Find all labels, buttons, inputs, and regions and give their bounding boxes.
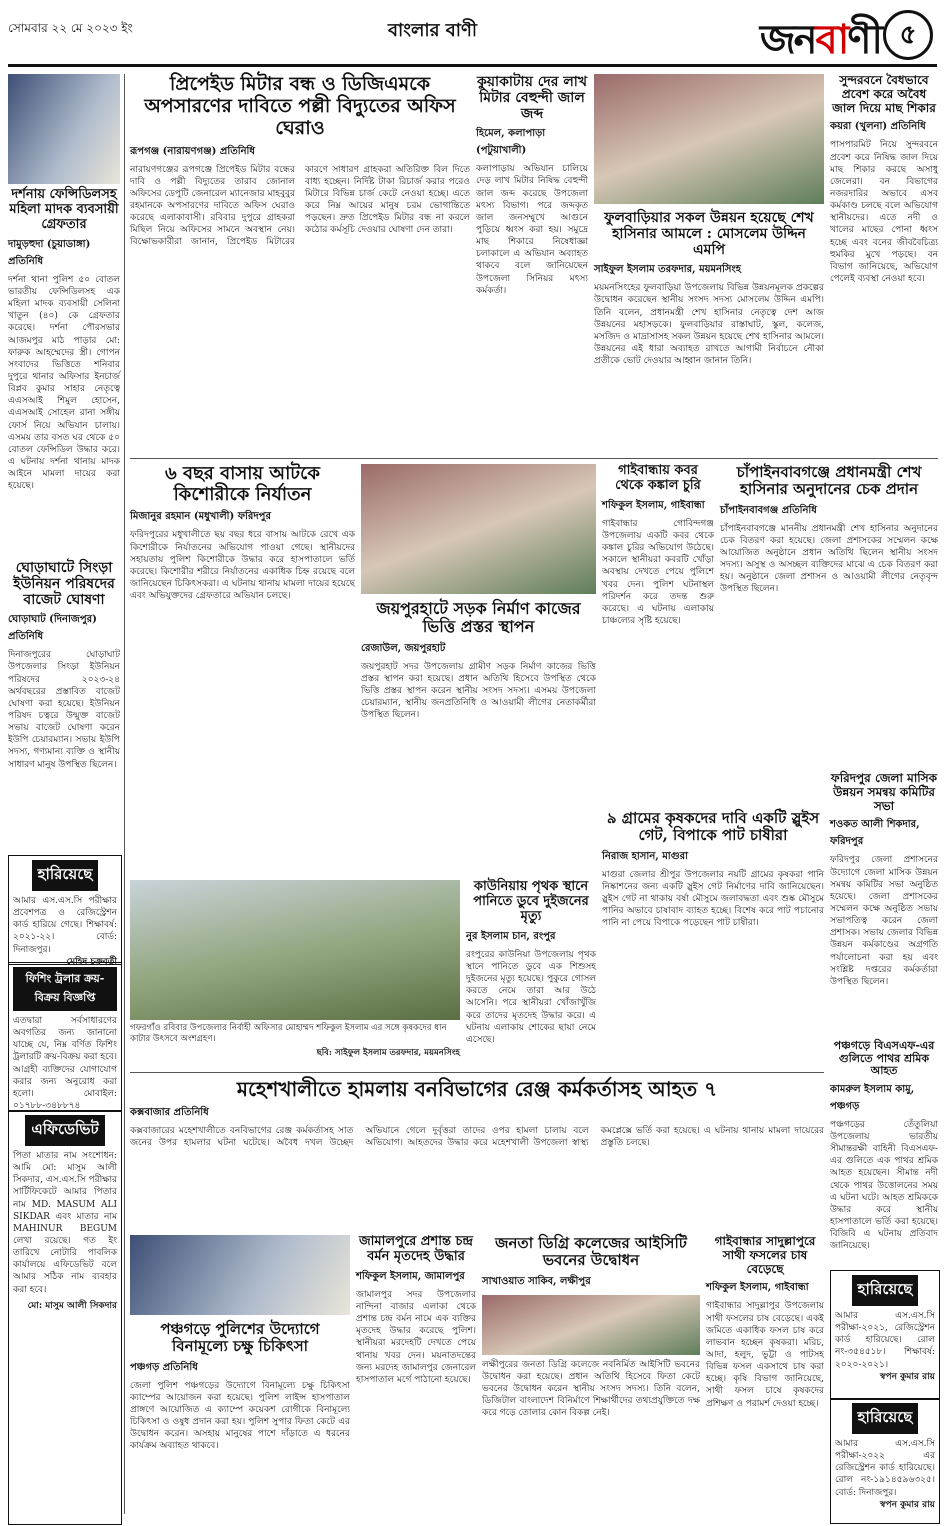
- photo-caption: গফরগাঁও রবিবার উপজেলার নির্বাহী অফিসার মোহাম্মদ শফিকুল ইসলাম এর সঙ্গে কৃষকদের ধান কাটার উৎসবে অংশগ্রহণ।: [130, 1023, 447, 1045]
- article-body: জামালপুর সদর উপজেলার নান্দিনা বাজার এলাকা থেকে প্রশান্ত চন্দ্র বর্মন নামে এক ব্যক্তির মৃতদেহ উদ্ধার করেছে পুলিশ। স্থানীয়রা মরদেহটি দেখতে পেয়ে থানায় খবর দেন। ময়নাতদন্তের জন্য মরদেহ জামালপুর জেনারেল হাসপাতাল মর্গে পাঠানো হয়েছে।: [356, 1289, 476, 1385]
- headline: জয়পুরহাটে সড়ক নির্মাণ কাজের ভিত্তি প্রস্তর স্থাপন: [376, 599, 581, 637]
- story-maheshkhali: [130, 1078, 824, 1228]
- photo-paddy-field: [130, 880, 460, 1065]
- story-college-ict: [482, 1235, 700, 1515]
- byline: ঘোড়াঘাট (দিনাজপুর) প্রতিনিধি: [8, 614, 97, 643]
- row-rule: [130, 458, 938, 459]
- byline: শফিকুল ইসলাম, জামালপুর: [356, 1270, 465, 1282]
- classified-body: এতদ্বারা সর্বসাধারণের অবগতির জন্য জানানো যাচ্ছে যে, নিম্ন বর্ণিত ফিশিং ট্রলারটি ক্রয়-বিক্রয় করা হবে। আগ্রহী ব্যক্তিদের যোগাযোগ করার জন্য অনুরোধ করা হলো। মোবাইল: ০১৭৮৮-৩৪৮৮৭৪: [13, 1016, 117, 1111]
- classified-label: হারিয়েছে: [32, 860, 99, 891]
- article-body: জেলা পুলিশ পঞ্চগড়ের উদ্যোগে বিনামূল্যে চক্ষু চিকিৎসা ক্যাম্পের আয়োজন করা হয়েছে। পুলিশ লাইন্স হাসপাতাল প্রাঙ্গণে আয়োজিত এ ক্যাম্পে কয়েকশ রোগীকে বিনামূল্যে চিকিৎসা ও ওষুধ প্রদান করা হয়। পুলিশ সুপার ফিতা কেটে এর উদ্বোধন করেন। অসহায় মানুষের পাশে দাঁড়াতে এ ধরনের কার্যক্রম অব্যাহত থাকবে।: [130, 1380, 350, 1452]
- byline: রূপগঞ্জ (নারায়ণগঞ্জ) প্রতিনিধি: [130, 145, 256, 157]
- classified-body: আমার এস.এস.সি পরীক্ষার প্রবেশপত্র ও রেজিস্ট্রেশন কার্ড হারিয়ে গেছে। শিক্ষাবর্ষ: ২০২১-২২। বোর্ড: দিনাজপুর।: [13, 896, 117, 955]
- byline: নিরাজ হাসান, মাগুরা: [602, 850, 688, 862]
- classified-fishing: [8, 962, 122, 1112]
- byline: রেজাউল, জয়পুরহাট: [361, 642, 446, 654]
- headline: প্রিপেইড মিটার বন্ধ ও ডিজিএমকে অপসারণের দাবিতে পল্লী বিদ্যুতের অফিস ঘেরাও: [144, 73, 456, 139]
- byline: শফিকুল ইসলাম, গাইবান্ধা: [706, 1282, 809, 1294]
- article-body: গাইবান্ধার গোবিন্দগঞ্জ উপজেলায় একটি কবর থেকে কঙ্কাল চুরির অভিযোগ উঠেছে। সকালে স্থানীয়রা কবরটি খোঁড়া অবস্থায় দেখতে পেয়ে পুলিশে খবর দেন। পুলিশ ঘটনাস্থল পরিদর্শন করে তদন্ত শুরু করেছে। এ ঘটনায় এলাকায় চাঞ্চল্যের সৃষ্টি হয়েছে।: [602, 518, 714, 626]
- issue-date: সোমবার ২২ মে ২০২৩ ইং: [8, 21, 133, 35]
- story-photo: [482, 1295, 700, 1355]
- byline: সাখাওয়াত সাকিব, লক্ষীপুর: [482, 1275, 591, 1287]
- article-body: গাইবান্ধার সাদুল্লাপুর উপজেলায় সাথী ফসলের চাষ বেড়েছে। একই জমিতে একাধিক ফসল চাষ করে লাভবান হচ্ছেন কৃষকরা। মরিচ, আদা, হলুদ, ভুট্টা ও পাটসহ বিভিন্ন ফসল একসাথে চাষ করা হচ্ছে। কৃষি বিভাগ জানিয়েছে, সাথী ফসল চাষে কৃষকদের প্রশিক্ষণ ও পরামর্শ দেওয়া হচ্ছে।: [706, 1301, 824, 1409]
- classified-lost-2: [830, 1270, 940, 1400]
- story-drowning: [466, 880, 596, 1070]
- article-body: রংপুরের কাউনিয়া উপজেলায় পৃথক স্থানে পানিতে ডুবে এক শিশুসহ দুইজনের মৃত্যু হয়েছে। পুকুরে গোসল করতে নেমে তারা আর উঠে আসেনি। পরে স্থানীয়রা খোঁজাখুঁজি করে তাদের মৃতদেহ উদ্ধার করে। এ ঘটনায় এলাকায় শোকের ছায়া নেমে এসেছে।: [466, 949, 596, 1045]
- photo-credit: ছবি: সাইফুল ইসলাম তরফদার, ময়মনসিংহ: [316, 1048, 460, 1059]
- classified-affidavit: [8, 1110, 122, 1525]
- byline: শফিকুল ইসলাম, গাইবান্ধা: [602, 499, 705, 511]
- classified-body: আমার এস.এস.সি পরীক্ষা-২০২১, রেজিস্ট্রেশন কার্ড হারিয়েছে। রোল নং-৩৫৪৫১৮। শিক্ষাবর্ষ: ২০২০-২০২১।: [835, 1311, 935, 1370]
- story-photo: [594, 74, 824, 204]
- story-fulbaria-mp: [594, 74, 824, 454]
- masthead-logo: জনবাণী: [759, 17, 881, 63]
- byline: চাঁপাইনবাবগঞ্জ প্রতিনিধি: [720, 504, 817, 516]
- classified-body: পিতা মাতার নাম সংশোধন: আমি মো: মাসুম আলী সিকদার, এস.এস.সি পরীক্ষার সার্টিফিকেটে আমার পিতার নাম MD. MASUM ALI SIKDAR এবং মাতার নাম MAHINUR BEGUM লেখা রয়েছে। গত ইং তারিখে নোটারি পাবলিক কার্যালয়ে এফিডেভিট বলে আমার সঠিক নাম ব্যবহার করা হবে।: [13, 1151, 117, 1295]
- byline: হিমেল, কলাপাড়া (পটুয়াখালী): [476, 128, 546, 157]
- article-body: জয়পুরহাট সদর উপজেলায় গ্রামীণ সড়ক নির্মাণ কাজের ভিত্তি প্রস্তর স্থাপন করা হয়েছে। প্রধান অতিথি হিসেবে উপস্থিত থেকে ভিত্তি প্রস্তর স্থাপন করেন স্থানীয় সংসদ সদস্য। এসময় উপজেলা চেয়ারম্যান, স্থানীয় জনপ্রতিনিধি ও আওয়ামী লীগের নেতাকর্মীরা উপস্থিত ছিলেন।: [361, 661, 596, 721]
- headline: জামালপুরে প্রশান্ত চন্দ্র বর্মন মৃতদেহ উদ্ধার: [359, 1234, 473, 1264]
- story-faridpur-meeting: [830, 772, 938, 1032]
- headline: ফুলবাড়িয়ার সকল উন্নয়ন হয়েছে শেখ হাসিনার আমলে : মোসলেম উদ্দিন এমপি: [604, 210, 814, 259]
- article-body: লক্ষীপুরের জনতা ডিগ্রি কলেজে নবনির্মিত আইসিটি ভবনের উদ্বোধন করা হয়েছে। প্রধান অতিথি হিসেবে ফিতা কেটে ভবনের উদ্বোধন করেন স্থানীয় সংসদ সদস্য। তিনি বলেন, ডিজিটাল বাংলাদেশ বিনির্মাণে শিক্ষার্থীদের তথ্যপ্রযুক্তিতে দক্ষ করে গড়ে তোলার কোন বিকল্প নেই।: [482, 1359, 700, 1419]
- classified-name: মো: মাসুম আলী সিকদার: [27, 1300, 117, 1311]
- headline: সুন্দরবনে বৈধভাবে প্রবেশ করে অবৈধ জাল দিয়ে মাছ শিকার: [832, 73, 936, 115]
- header-rule: [8, 64, 937, 67]
- page-header: [8, 8, 937, 68]
- story-skeleton-theft: [602, 464, 714, 804]
- story-kuakata-net: [476, 74, 588, 454]
- byline: কয়রা (খুলনা) প্রতিনিধি: [830, 121, 926, 133]
- headline: চাঁপাইনবাবগঞ্জে প্রধানমন্ত্রী শেখ হাসিনার অনুদানের চেক প্রদান: [736, 463, 922, 499]
- story-joypurhat-road: [361, 464, 596, 874]
- byline: নুর ইসলাম চান, রংপুর: [466, 930, 556, 942]
- byline: শওকত আলী শিকদার, ফরিদপুর: [830, 819, 920, 848]
- headline: ৬ বছর বাসায় আটকে কিশোরীকে নির্যাতন: [165, 463, 320, 505]
- classified-label: ফিশিং ট্রলার ক্রয়-বিক্রয় বিজ্ঞপ্তি: [13, 967, 117, 1011]
- byline: সাইফুল ইসলাম তরফদার, ময়মনসিংহ: [594, 264, 742, 276]
- headline: কুয়াকাটায় দের লাখ মিটার বেহুন্দী জাল জব্দ: [476, 74, 588, 123]
- headline: গাইবান্ধায় কবর থেকে কঙ্কাল চুরি: [615, 463, 701, 493]
- headline: দর্শনায় ফেন্সিডিলসহ মহিলা মাদক ব্যবসায়ী গ্রেফতার: [9, 187, 119, 232]
- article-body: মাগুরা জেলার শ্রীপুর উপজেলার নয়টি গ্রামের কৃষকরা পানি নিষ্কাশনের জন্য একটি স্লুইস গেট নির্মাণের দাবি জানিয়েছেন। স্লুইস গেট না থাকায় বর্ষা মৌসুমে জলাবদ্ধতা এবং শুষ্ক মৌসুমে পানির অভাবে চাষাবাদ ব্যাহত হচ্ছে। বিশেষ করে পাট পচানোর পানি না পেয়ে বিপাকে পড়েছেন পাট চাষীরা।: [602, 869, 824, 929]
- story-photo: [130, 1235, 350, 1315]
- classified-lost-1: [8, 855, 122, 965]
- article-body: পঞ্চগড়ের তেঁতুলিয়া উপজেলায় ভারতীয় সীমান্তরক্ষী বাহিনী বিএসএফ-এর গুলিতে এক পাথর শ্রমিক আহত হয়েছেন। সীমান্ত নদী থেকে পাথর উত্তোলনের সময় এ ঘটনা ঘটে। আহত শ্রমিককে উদ্ধার করে স্থানীয় হাসপাতালে ভর্তি করা হয়েছে। বিজিবি এ ঘটনায় প্রতিবাদ জানিয়েছে।: [830, 1119, 938, 1252]
- story-photo: [361, 464, 596, 594]
- story-prepaid-meter: [130, 74, 470, 452]
- story-photo: [130, 880, 460, 1020]
- story-bsf-shooting: [830, 1040, 938, 1260]
- story-companion-crops: [706, 1235, 824, 1515]
- classified-label: হারিয়েছে: [852, 1403, 919, 1434]
- article-body: ফরিদপুরের মধুখালীতে ছয় বছর ধরে বাসায় আটকে রেখে এক কিশোরীকে নির্যাতনের অভিযোগ পাওয়া গেছে। স্থানীয়দের সহায়তায় পুলিশ কিশোরীকে উদ্ধার করে হাসপাতালে ভর্তি করেছে। কিশোরীর শরীরে নির্যাতনের একাধিক চিহ্ন রয়েছে বলে জানিয়েছেন চিকিৎসকরা। এ ঘটনায় থানায় মামলা দায়ের হয়েছে এবং অভিযুক্তদের গ্রেফতারে অভিযান চলছে।: [130, 530, 355, 602]
- row-rule: [130, 1072, 824, 1073]
- classified-name: মেহিদ চক্রবর্তী: [66, 956, 117, 967]
- byline: কক্সবাজার প্রতিনিধি: [130, 1107, 209, 1118]
- article-body: নারায়ণগঞ্জের রূপগঞ্জে প্রিপেইড মিটার বন্ধের দাবি ও পল্লী বিদ্যুতের তারাব জোনাল অফিসের ডেপুটি জেনারেল ম্যানেজার মাহবুবুর রহমানকে অপসারণের দাবিতে অফিস ঘেরাও করেছে এলাকাবাসী। রবিবার দুপুরে গ্রাহকরা মিছিল নিয়ে অফিসের সামনে অবস্থান নেয়। বিক্ষোভকারীরা জানান, প্রিপেইড মিটারের কারণে সাধারণ গ্রাহকরা অতিরিক্ত বিল দিতে বাধ্য হচ্ছেন। নির্দিষ্ট টাকা রিচার্জ করার পরেও মিটারে বিভিন্ন চার্জ কেটে নেওয়া হচ্ছে। এতে করে নিম্ন আয়ের মানুষ চরম ভোগান্তিতে পড়ছেন। দ্রুত প্রিপেইড মিটার বন্ধ না করলে কঠোর কর্মসূচি দেওয়ার ঘোষণা দেন তারা।: [130, 164, 470, 248]
- classified-lost-3: [830, 1398, 940, 1524]
- headline: পঞ্চগড়ে পুলিশের উদ্যোগে বিনামূল্যে চক্ষু চিকিৎসা: [160, 1320, 320, 1356]
- story-sundarban: [830, 74, 938, 454]
- byline: দামুড়হুদা (চুয়াডাঙ্গা) প্রতিনিধি: [8, 238, 91, 267]
- column-rule: [124, 74, 125, 1514]
- story-ghoraghat: [8, 560, 120, 810]
- story-jamalpur-body: [356, 1235, 476, 1515]
- classified-name: স্বপন কুমার রায়: [880, 1499, 935, 1510]
- story-pm-cheque: [720, 464, 938, 764]
- section-title: বাংলার বাণী: [388, 20, 478, 41]
- story-left-photo: [8, 74, 120, 492]
- article-body: কক্সবাজারের মহেশখালীতে বনবিভাগের রেঞ্জ কর্মকর্তাসহ সাত জনের উপর হামলার ঘটনা ঘটেছে। অবৈধ দখল উচ্ছেদ অভিযানে গেলে দুর্বৃত্তরা তাদের ওপর হামলা চালায় বলে অভিযোগ। আহতদের উদ্ধার করে মহেশখালী উপজেলা স্বাস্থ্য কমপ্লেক্সে ভর্তি করা হয়েছে। এ ঘটনায় থানায় মামলা দায়েরের প্রস্তুতি চলছে।: [130, 1126, 824, 1149]
- headline: ফরিদপুর জেলা মাসিক উন্নয়ন সমন্বয় কমিটির সভা: [830, 771, 938, 813]
- classified-name: স্বপন কুমার রায়: [880, 1371, 935, 1382]
- classified-body: আমার এস.এস.সি পরীক্ষা-২০২২ এর রেজিস্ট্রেশন কার্ড হারিয়েছে। রোল নং-১৯১৪৫৯৬৩২৫। বোর্ড: দিনাজপুর।: [835, 1439, 935, 1498]
- story-photo: [8, 74, 120, 184]
- article-body: ময়মনসিংহের ফুলবাড়িয়া উপজেলায় বিভিন্ন উন্নয়নমূলক প্রকল্পের উদ্বোধন করেছেন স্থানীয় সংসদ সদস্য মোসলেম উদ্দিন এমপি। তিনি বলেন, প্রধানমন্ত্রী শেখ হাসিনার নেতৃত্বে দেশ আজ উন্নয়নের মহাসড়কে। ফুলবাড়িয়ার রাস্তাঘাট, স্কুল, কলেজ, মসজিদ ও মাদ্রাসাসহ সকল উন্নয়ন হয়েছে শেখ হাসিনার আমলে। উন্নয়নের এই ধারা অব্যাহত রাখতে আগামী নির্বাচনে নৌকা প্রতীকে ভোট দেওয়ার আহ্বান জানান তিনি।: [594, 283, 824, 367]
- byline: মিজানুর রহমান (মধুখালী) ফরিদপুর: [130, 511, 271, 523]
- byline: পঞ্চগড় প্রতিনিধি: [130, 1361, 198, 1373]
- article-body: দিনাজপুরের ঘোড়াঘাট উপজেলার সিংড়া ইউনিয়ন পরিষদের ২০২৩-২৪ অর্থবছরের প্রস্তাবিত বাজেট ঘোষণা করা হয়েছে। ইউনিয়ন পরিষদ চত্বরে উন্মুক্ত বাজেট সভায় বাজেট ঘোষণা করেন ইউপি চেয়ারম্যান। সভায় ইউপি সদস্য, গণ্যমান্য ব্যক্তি ও স্থানীয় সাধারণ মানুষ উপস্থিত ছিলেন।: [8, 650, 120, 770]
- article-body: কলাপাড়ায় অভিযান চালিয়ে দেড় লাখ মিটার নিষিদ্ধ বেহুন্দী জাল জব্দ করেছে উপজেলা মৎস্য বিভাগ। পরে জব্দকৃত জাল জনসম্মুখে আগুনে পুড়িয়ে ধ্বংস করা হয়। সমুদ্রে মাছ শিকারে নিষেধাজ্ঞা চলাকালে এ অভিযান অব্যাহত থাকবে বলে জানিয়েছেন উপজেলা সিনিয়র মৎস্য কর্মকর্তা।: [476, 164, 588, 296]
- article-body: পাসপারমিট নিয়ে সুন্দরবনে প্রবেশ করে নিষিদ্ধ জাল দিয়ে মাছ শিকার করছে অসাধু জেলেরা। বন বিভাগের নজরদারির অভাবে এসব কর্মকাণ্ড চলছে বলে অভিযোগ স্থানীয়দের। এতে নদী ও খালের মাছের পোনা ধ্বংস হচ্ছে এবং বনের জীববৈচিত্র্য হুমকির মুখে পড়ছে। বন বিভাগ জানিয়েছে, অভিযোগ পেলেই ব্যবস্থা নেওয়া হবে।: [830, 140, 938, 284]
- article-body: চাঁপাইনবাবগঞ্জে মাননীয় প্রধানমন্ত্রী শেখ হাসিনার অনুদানের চেক বিতরণ করা হয়েছে। জেলা প্রশাসকের সম্মেলন কক্ষে আয়োজিত অনুষ্ঠানে প্রধান অতিথি ছিলেন স্থানীয় সংসদ সদস্য। অসুস্থ ও অসচ্ছল ব্যক্তিদের মাঝে এ চেক বিতরণ করা হয়। অনুষ্ঠানে জেলা প্রশাসন ও আওয়ামী লীগের নেতৃবৃন্দ উপস্থিত ছিলেন।: [720, 523, 938, 595]
- classified-label: হারিয়েছে: [852, 1275, 919, 1306]
- story-farmers-sluice: [602, 810, 824, 1065]
- story-girl-torture: [130, 464, 355, 874]
- byline: কামরুল ইসলাম কামু, পঞ্চগড়: [830, 1083, 915, 1112]
- headline: জনতা ডিগ্রি কলেজের আইসিটি ভবনের উদ্বোধন: [495, 1234, 687, 1270]
- story-eye-camp: [130, 1235, 350, 1515]
- page-number: ৫: [883, 10, 933, 60]
- headline: পঞ্চগড়ে বিএসএফ-এর গুলিতে পাথর শ্রমিক আহত: [833, 1039, 935, 1078]
- headline: মহেশখালীতে হামলায় বনবিভাগের রেঞ্জ কর্মকর্তাসহ আহত ৭: [236, 1077, 718, 1101]
- headline: ঘোড়াঘাটে সিংড়া ইউনিয়ন পরিষদের বাজেট ঘোষণা: [13, 560, 115, 609]
- article-body: দর্শনা থানা পুলিশ ৫০ বোতল ভারতীয় ফেন্সিডিলসহ এক মহিলা মাদক ব্যবসায়ী সেলিনা খাতুন (৪০) কে গ্রেফতার করেছে। দর্শনা পৌরসভার আজমপুর মাঠ পাড়ার মো: ফারুক আহম্মেদের স্ত্রী। গোপন সংবাদের ভিত্তিতে শনিবার দুপুরে থানার অফিসার ইনচার্জ বিপ্লব কুমার সাহার নেতৃত্বে এএসআই শিমুল হোসেন, এএসআই সোহেল রানা সঙ্গীয় ফোর্স নিয়ে অভিযান চালায়। এসময় তার বসত ঘর থেকে ৫০ বোতল ফেন্সিডিল উদ্ধার করে। এ ঘটনায় দর্শনা থানায় মাদক আইনে মামলা দায়ের করা হয়েছে।: [8, 274, 120, 492]
- headline: কাউনিয়ায় পৃথক স্থানে পানিতে ডুবে দুইজনের মৃত্যু: [473, 879, 589, 924]
- classified-label: এফিডেভিট: [25, 1115, 104, 1146]
- headline: গাইবান্ধার সাদুল্লাপুরে সাথী ফসলের চাষ বেড়েছে: [714, 1234, 816, 1276]
- article-body: ফরিদপুর জেলা প্রশাসনের উদ্যোগে জেলা মাসিক উন্নয়ন সমন্বয় কমিটির সভা অনুষ্ঠিত হয়েছে। জেলা প্রশাসকের সম্মেলন কক্ষে অনুষ্ঠিত সভায় সভাপতিত্ব করেন জেলা প্রশাসক। সভায় জেলার বিভিন্ন উন্নয়ন কর্মকাণ্ডের অগ্রগতি পর্যালোচনা করা হয় এবং সংশ্লিষ্ট দপ্তরের কর্মকর্তারা উপস্থিত ছিলেন।: [830, 855, 938, 987]
- headline: ৯ গ্রামের কৃষকদের দাবি একটি স্লুইস গেট, বিপাকে পাট চাষীরা: [606, 809, 820, 845]
